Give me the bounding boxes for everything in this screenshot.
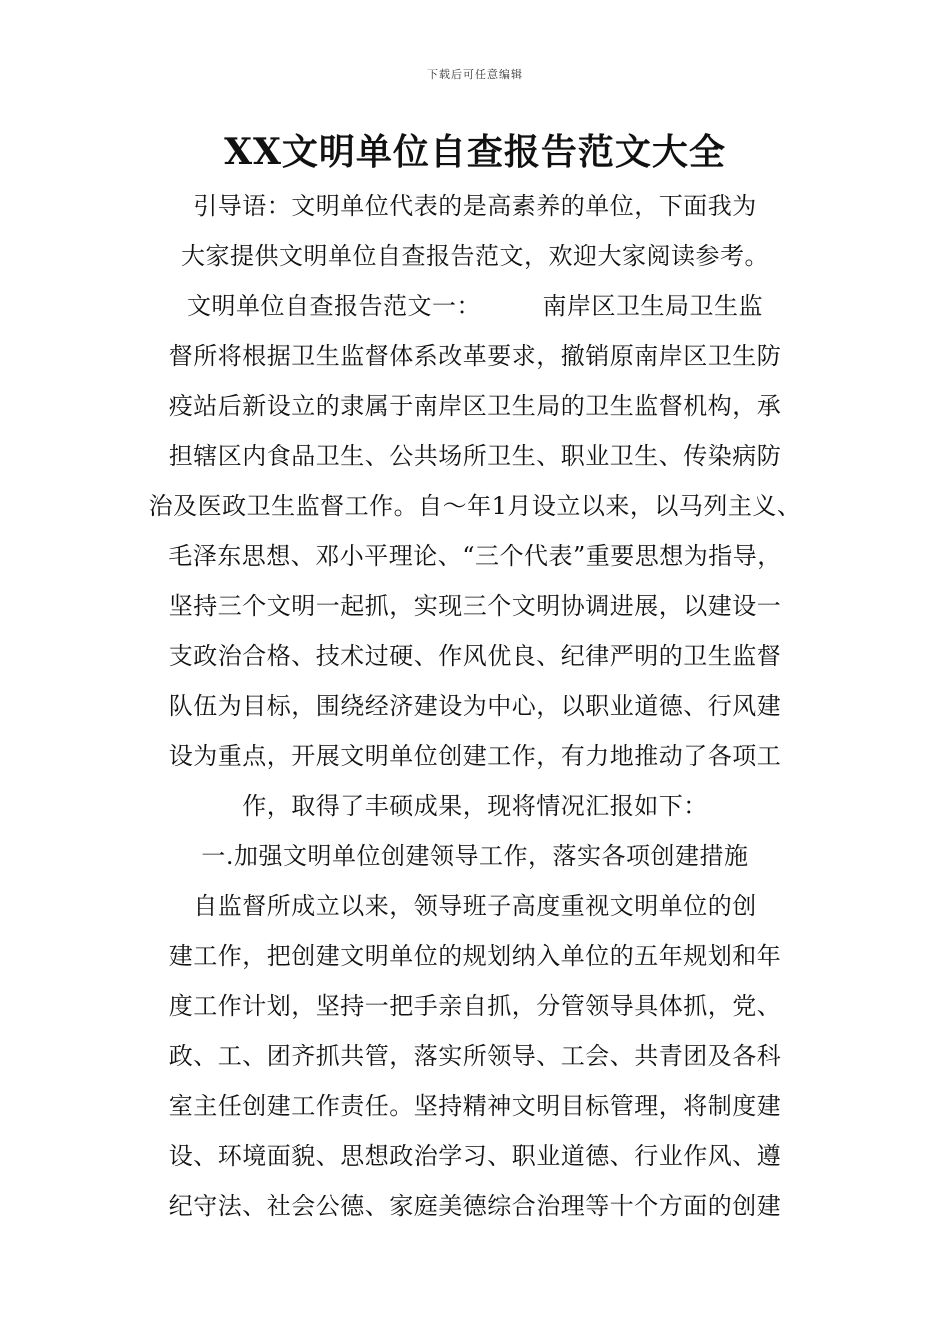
body-line: 作，取得了丰硕成果，现将情况汇报如下： [242,792,708,820]
body-line: 政、工、团齐抓共管，落实所领导、工会、共青团及各科 [168,1042,782,1070]
body-line: 建工作，把创建文明单位的规划纳入单位的五年规划和年 [168,942,782,970]
body-line: 文明单位自查报告范文一： 南岸区卫生局卫生监 [187,292,763,320]
body-line: 纪守法、社会公德、家庭美德综合治理等十个方面的创建 [168,1192,782,1220]
body-line: 担辖区内食品卫生、公共场所卫生、职业卫生、传染病防 [168,442,782,470]
body-line: 队伍为目标，围绕经济建设为中心，以职业道德、行风建 [168,692,782,720]
body-line: 设、环境面貌、思想政治学习、职业道德、行业作风、遵 [168,1142,782,1170]
body-line: 设为重点，开展文明单位创建工作，有力地推动了各项工 [168,742,782,770]
body-line: 支政治合格、技术过硬、作风优良、纪律严明的卫生监督 [168,642,782,670]
body-line: 疫站后新设立的隶属于南岸区卫生局的卫生监督机构，承 [168,392,782,420]
body-line: 坚持三个文明一起抓，实现三个文明协调进展，以建设一 [168,592,782,620]
body-line: 毛泽东思想、邓小平理论、“三个代表”重要思想为指导， [168,542,782,570]
body-line: 引导语：文明单位代表的是高素养的单位，下面我为 [193,192,757,220]
body-line: 自监督所成立以来，领导班子高度重视文明单位的创 [193,892,757,920]
body-line: 大家提供文明单位自查报告范文，欢迎大家阅读参考。 [181,242,769,270]
body-line: 督所将根据卫生监督体系改革要求，撤销原南岸区卫生防 [168,342,782,370]
body-line: 度工作计划，坚持一把手亲自抓，分管领导具体抓，党、 [168,992,782,1020]
section-heading: 一.加强文明单位创建领导工作，落实各项创建措施 [201,842,749,870]
body-line: 治及医政卫生监督工作。自～年1月设立以来，以马列主义、 [148,492,802,520]
document-title: XX文明单位自查报告范文大全 [224,131,726,173]
body-line: 室主任创建工作责任。坚持精神文明目标管理，将制度建 [168,1092,782,1120]
header-note: 下载后可任意编辑 [427,68,523,81]
